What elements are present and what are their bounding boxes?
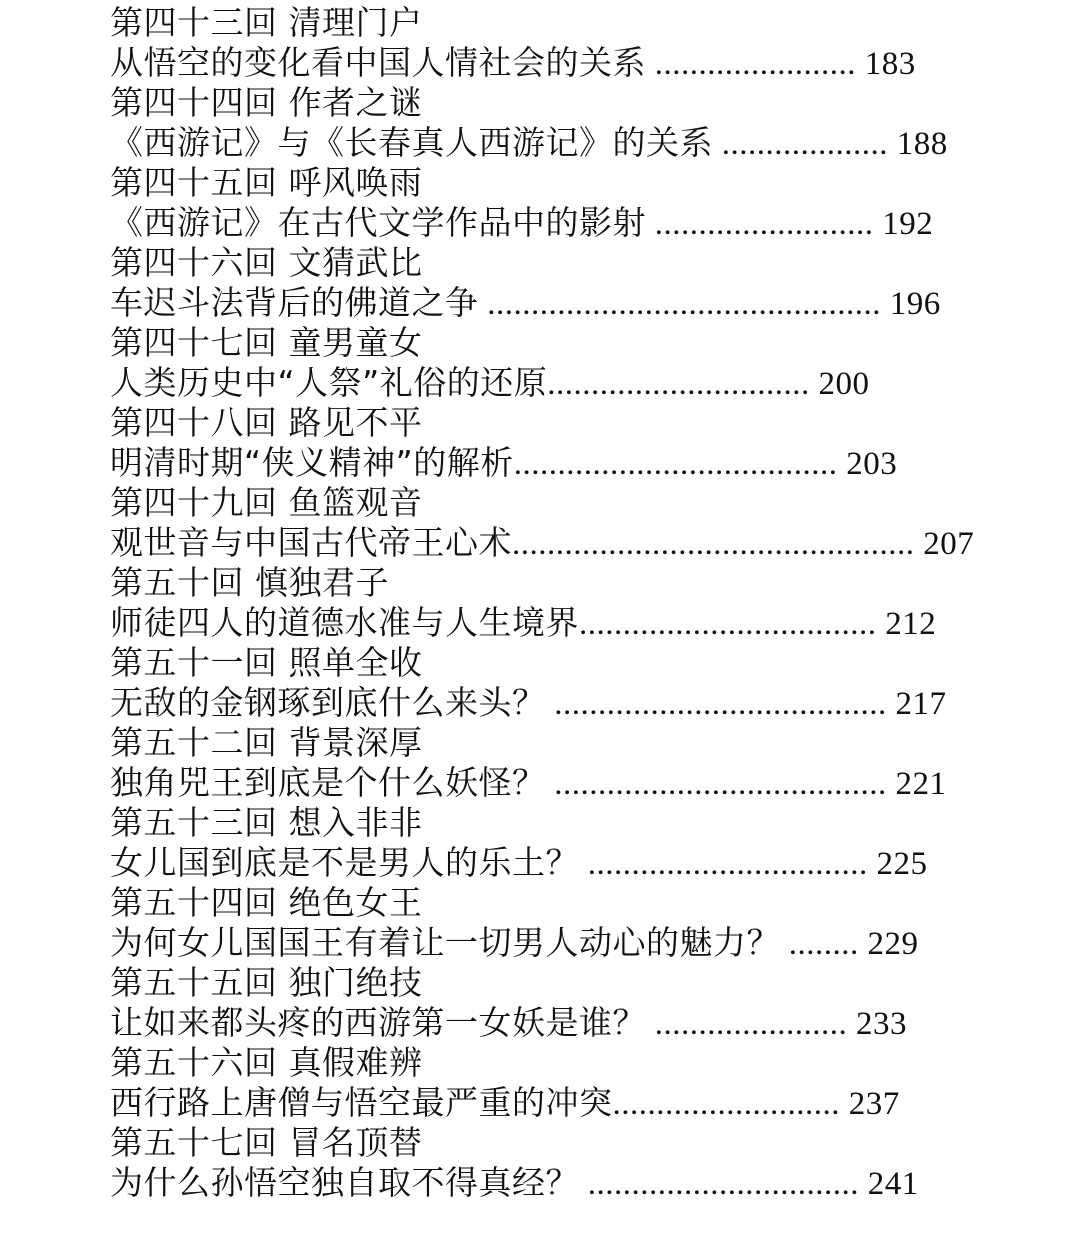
chapter-subtitle-line bbox=[110, 443, 897, 483]
page-number: 217 bbox=[886, 686, 947, 722]
subtitle-text: 为什么孙悟空独自取不得真经？ bbox=[110, 1163, 579, 1202]
subtitle-text: 无敌的金钢琢到底什么来头？ bbox=[110, 683, 546, 722]
subtitle-text: 车迟斗法背后的佛道之争 bbox=[110, 283, 479, 322]
subtitle-text: 《西游记》在古代文学作品中的影射 bbox=[110, 203, 646, 242]
subtitle-text: 人类历史中“人祭”礼俗的还原 bbox=[110, 363, 548, 402]
page-number: 203 bbox=[837, 446, 898, 482]
dot-leader: .............................. bbox=[547, 366, 810, 402]
page-number: 225 bbox=[867, 846, 928, 882]
chapter-subtitle-line bbox=[110, 763, 947, 803]
page-number: 200 bbox=[809, 366, 870, 402]
dot-leader: ........ bbox=[780, 926, 859, 962]
subtitle-text: 师徒四人的道德水准与人生境界 bbox=[110, 603, 579, 642]
cropped-bottom-line bbox=[110, 1200, 121, 1240]
dot-leader: ....................... bbox=[646, 46, 856, 82]
chapter-subtitle-line bbox=[110, 43, 916, 83]
chapter-heading: 第四十九回 鱼篮观音 bbox=[110, 483, 423, 522]
dot-leader: ............................................. bbox=[478, 286, 881, 322]
page-number: 207 bbox=[914, 526, 975, 562]
subtitle-text: 独角兕王到底是个什么妖怪？ bbox=[110, 763, 546, 802]
dot-leader: .......................... bbox=[612, 1086, 840, 1122]
chapter-heading: 第四十八回 路见不平 bbox=[110, 403, 423, 442]
chapter-heading: 第五十四回 绝色女王 bbox=[110, 883, 423, 922]
page-number: 241 bbox=[859, 1166, 919, 1202]
dot-leader: ...................... bbox=[646, 1006, 848, 1042]
dot-leader: .............................................. bbox=[512, 526, 915, 562]
chapter-heading: 第五十一回 照单全收 bbox=[110, 643, 423, 682]
chapter-subtitle-line bbox=[110, 1083, 900, 1123]
page-number: 221 bbox=[886, 766, 947, 802]
chapter-subtitle-line bbox=[110, 123, 948, 163]
chapter-subtitle-line bbox=[110, 923, 919, 963]
chapter-heading: 第四十三回 清理门户 bbox=[110, 3, 423, 42]
subtitle-text: 从悟空的变化看中国人情社会的关系 bbox=[110, 43, 646, 82]
page-number: 237 bbox=[840, 1086, 900, 1122]
chapter-heading: 第五十五回 独门绝技 bbox=[110, 963, 423, 1002]
chapter-heading: 第四十六回 文猜武比 bbox=[110, 243, 423, 282]
dot-leader: ......................... bbox=[646, 206, 874, 242]
dot-leader: ................... bbox=[713, 126, 888, 162]
subtitle-text: 明清时期“侠义精神”的解析 bbox=[110, 443, 514, 482]
dot-leader: ...................................... bbox=[545, 766, 887, 802]
subtitle-text: 《西游记》与《长春真人西游记》的关系 bbox=[110, 123, 713, 162]
chapter-subtitle-line bbox=[110, 603, 936, 643]
subtitle-text: 让如来都头疼的西游第一女妖是谁？ bbox=[110, 1003, 646, 1042]
chapter-heading: 第四十四回 作者之谜 bbox=[110, 83, 423, 122]
subtitle-text: 女儿国到底是不是男人的乐土？ bbox=[110, 843, 579, 882]
chapter-subtitle-line bbox=[110, 1003, 907, 1043]
chapter-subtitle-line bbox=[110, 363, 869, 403]
chapter-subtitle-line bbox=[110, 203, 933, 243]
subtitle-text: 西行路上唐僧与悟空最严重的冲突 bbox=[110, 1083, 613, 1122]
subtitle-text: 观世音与中国古代帝王心术 bbox=[110, 523, 512, 562]
chapter-heading: 第四十五回 呼风唤雨 bbox=[110, 163, 423, 202]
dot-leader: .................................. bbox=[579, 606, 877, 642]
page-number: 192 bbox=[873, 206, 934, 242]
page-number: 188 bbox=[888, 126, 948, 162]
chapter-heading: 第五十七回 冒名顶替 bbox=[110, 1123, 423, 1162]
dot-leader: ...................................... bbox=[545, 686, 887, 722]
dot-leader: ................................ bbox=[579, 846, 868, 882]
chapter-subtitle-line bbox=[110, 1163, 919, 1203]
dot-leader: ............................... bbox=[579, 1166, 859, 1202]
page-number: 196 bbox=[881, 286, 941, 322]
chapter-subtitle-line bbox=[110, 523, 974, 563]
page-number: 212 bbox=[876, 606, 937, 642]
page-number: 229 bbox=[858, 926, 919, 962]
dot-leader: ..................................... bbox=[513, 446, 838, 482]
chapter-heading: 第五十六回 真假难辨 bbox=[110, 1043, 423, 1082]
chapter-heading: 第四十七回 童男童女 bbox=[110, 323, 423, 362]
chapter-heading: 第五十二回 背景深厚 bbox=[110, 723, 423, 762]
page-number: 233 bbox=[847, 1006, 907, 1042]
chapter-heading: 第五十三回 想入非非 bbox=[110, 803, 423, 842]
page-number: 183 bbox=[856, 46, 916, 82]
chapter-heading: 第五十回 慎独君子 bbox=[110, 563, 389, 602]
subtitle-text: 为何女儿国国王有着让一切男人动心的魅力？ bbox=[110, 923, 780, 962]
chapter-subtitle-line bbox=[110, 683, 947, 723]
chapter-subtitle-line bbox=[110, 283, 941, 323]
chapter-subtitle-line bbox=[110, 843, 928, 883]
